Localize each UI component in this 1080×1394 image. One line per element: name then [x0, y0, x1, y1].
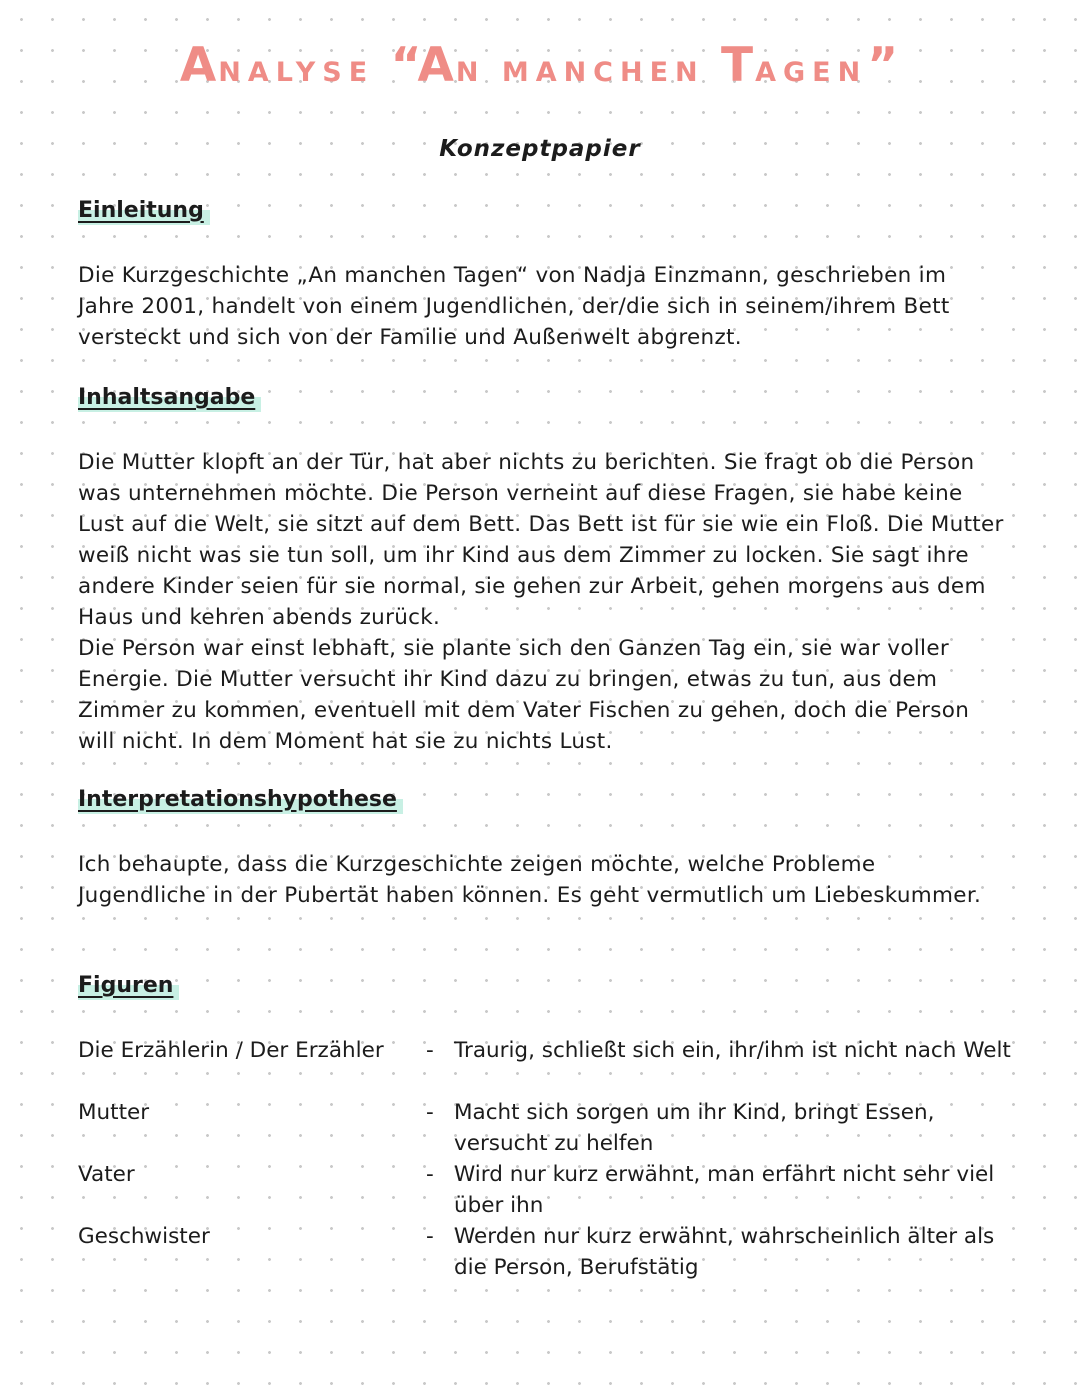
list-dash: - [426, 1162, 434, 1187]
figure-description: Werden nur kurz erwähnt, wahrscheinlich älter als die Person, Berufstätig [454, 1224, 995, 1280]
heading-interpretationshypothese: Interpretationshypothese [78, 787, 403, 814]
list-dash: - [426, 1038, 434, 1063]
figure-name: Vater [78, 1162, 135, 1187]
heading-inhaltsangabe: Inhaltsangabe [78, 385, 261, 412]
interpretationshypothese-text [78, 849, 1008, 911]
inhaltsangabe-paragraph-2: Die Person war einst lebhaft, sie plante sich den Ganzen Tag ein, sie war voller Energie. Die Mutter versucht ihr Kind dazu zu bringen, etwas zu tun, aus dem Zimmer zu kommen, eventuell mit dem Vater Fischen zu gehen, doch die Person will nicht. In dem Moment hat sie zu nichts Lust. [78, 636, 970, 754]
list-dash: - [426, 1224, 434, 1249]
heading-einleitung: Einleitung [78, 198, 210, 225]
title-part2: “A [390, 38, 456, 93]
list-dash: - [426, 1100, 434, 1125]
figure-description: Traurig, schließt sich ein, ihr/ihm ist nicht nach Welt [454, 1038, 1011, 1063]
title-part1-big: A [179, 38, 219, 93]
einleitung-paragraph: Die Kurzgeschichte „An manchen Tagen“ von Nadja Einzmann, geschrieben im Jahre 2001, handelt von einem Jugendlichen, der/die sich in seinem/ihrem Bett versteckt und sich von der Familie und Außenwelt abgrenzt. [78, 263, 950, 350]
figure-description: Wird nur kurz erwähnt, man erfährt nicht sehr viel über ihn [454, 1162, 995, 1218]
title-part4: ” [867, 38, 901, 93]
page-subtitle: Konzeptpapier [439, 136, 641, 162]
title-part2-small: N MANCHEN [455, 57, 722, 88]
figure-name: Die Erzählerin / Der Erzähler [78, 1038, 384, 1063]
page-title [0, 36, 1080, 103]
inhaltsangabe-paragraph-1: Die Mutter klopft an der Tür, hat aber nichts zu berichten. Sie fragt ob die Person was unternehmen möchte. Die Person verneint auf diese Fragen, sie habe keine Lust auf die Welt, sie sitzt auf dem Bett. Das Bett ist für sie wie ein Floß. Die Mutter weiß nicht was sie tun soll, um ihr Kind aus dem Zimmer zu locken. Sie sagt ihre andere Kinder seien für sie normal, sie gehen zur Arbeit, gehen morgens aus dem Haus und kehren abends zurück. [78, 450, 1004, 630]
inhaltsangabe-text [78, 447, 1008, 757]
figure-description: Macht sich sorgen um ihr Kind, bringt Essen, versucht zu helfen [454, 1100, 935, 1156]
title-part1-small: NALYSE [218, 57, 391, 88]
figure-name: Geschwister [78, 1224, 210, 1249]
figure-name: Mutter [78, 1100, 150, 1125]
title-part3-small: AGEN [755, 57, 868, 88]
einleitung-text [78, 260, 1008, 353]
heading-figuren: Figuren [78, 973, 179, 1000]
title-part3-big: T [721, 38, 756, 93]
interpretationshypothese-paragraph: Ich behaupte, dass die Kurzgeschichte zeigen möchte, welche Probleme Jugendliche in der Pubertät haben können. Es geht vermutlich um Liebeskummer. [78, 852, 982, 908]
